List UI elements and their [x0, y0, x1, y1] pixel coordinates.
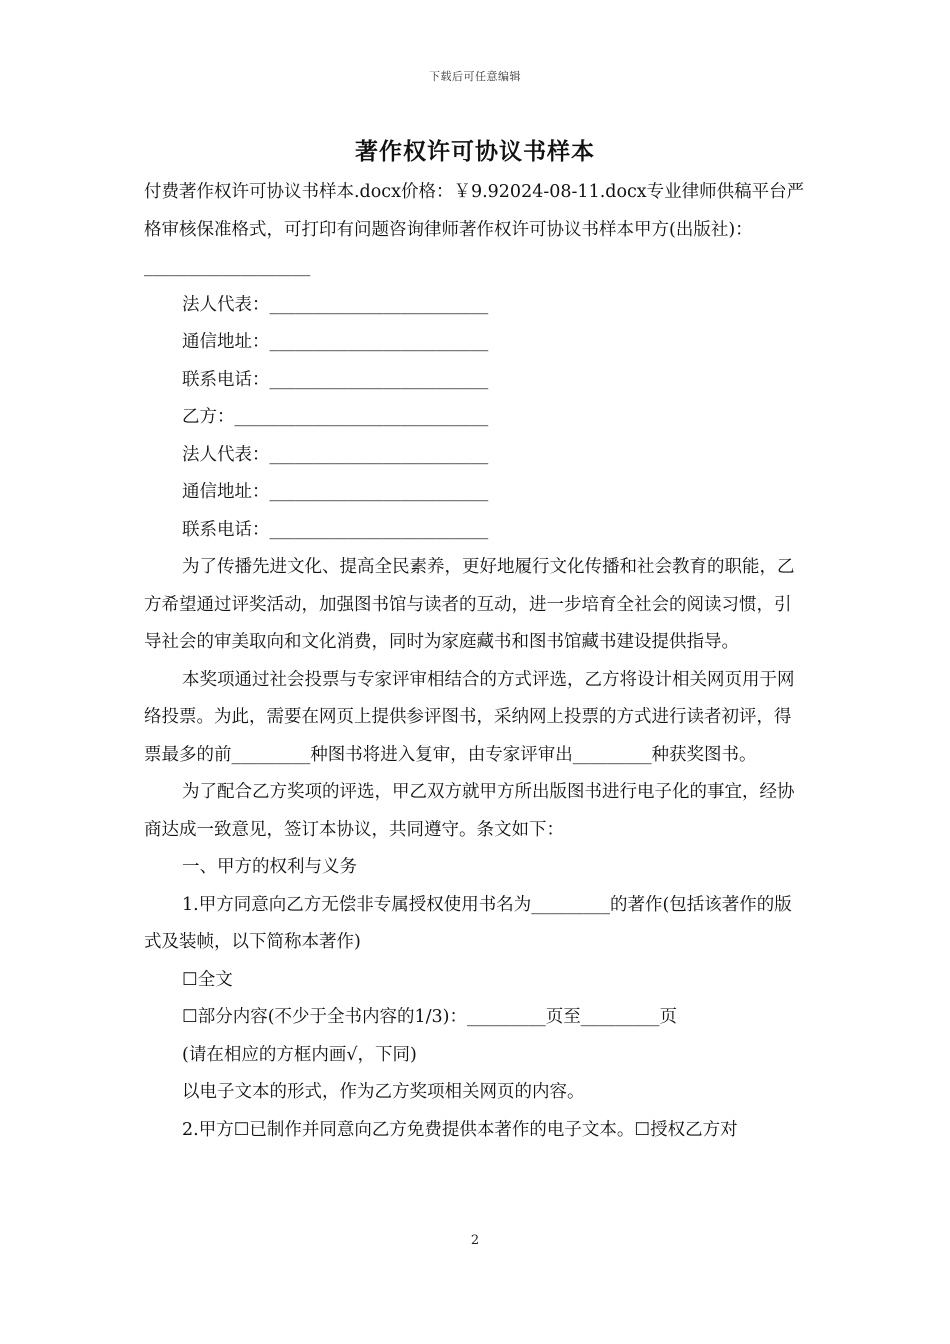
option-full-text: ☐全文: [182, 969, 233, 990]
field-row: [144, 474, 808, 512]
clause-2: 2.甲方☐已制作并同意向乙方免费提供本著作的电子文本。☐授权乙方对: [182, 1119, 738, 1140]
field-row: [144, 399, 808, 437]
field-label: 法人代表：: [182, 294, 270, 315]
document-body: [144, 174, 808, 1149]
field-row: [144, 287, 808, 325]
purpose-paragraph: 为了传播先进文化、提高全民素养，更好地履行文化传播和社会教育的职能，乙方希望通过评奖活动，加强图书馆与读者的互动，进一步培育全社会的阅读习惯，引导社会的审美取向和文化消费，同时为家庭藏书和图书馆藏书建设提供指导。: [144, 557, 795, 652]
field-row: [144, 512, 808, 550]
page-number: 2: [470, 1233, 480, 1248]
field-blank: _________________________: [269, 444, 489, 465]
field-row: [144, 362, 808, 400]
field-blank: _________________________: [269, 369, 489, 390]
field-label: 通信地址：: [182, 332, 270, 352]
field-blank: _________________________: [269, 332, 489, 352]
field-blank: _________________________: [269, 482, 489, 502]
page-header: 下载后可任意编辑: [429, 70, 521, 83]
field-blank: _____________________________: [234, 407, 489, 427]
field-label: 法人代表：: [182, 444, 270, 465]
field-blank: _________________________: [269, 294, 489, 315]
document-title: 著作权许可协议书样本: [355, 138, 595, 165]
checkbox-note: (请在相应的方框内画√，下同): [182, 1044, 417, 1065]
field-blank: _________________________: [269, 519, 489, 540]
clause-1: 1.甲方同意向乙方无偿非专属授权使用书名为_________的著作(包括该著作的版式及装帧，以下简称本著作): [144, 894, 792, 952]
usage-form: 以电子文本的形式，作为乙方奖项相关网页的内容。: [182, 1082, 585, 1102]
award-paragraph: 本奖项通过社会投票与专家评审相结合的方式评选，乙方将设计相关网页用于网络投票。为此，需要在网页上提供参评图书，采纳网上投票的方式进行读者初评，得票最多的前_________种图书将进入复审，由专家评审出_________种获奖图书。: [144, 669, 795, 765]
intro-text: 付费著作权许可协议书样本.docx价格：￥9.92024-08-11.docx专业律师供稿平台严格审核保准格式，可打印有问题咨询律师著作权许可协议书样本甲方(出版社)：: [144, 182, 805, 240]
option-partial-content: ☐部分内容(不少于全书内容的1/3)：_________页至_________页: [182, 1007, 678, 1027]
field-label: 乙方：: [182, 407, 235, 427]
intro-paragraph: [144, 174, 808, 287]
section-heading: 一、甲方的权利与义务: [182, 857, 357, 877]
field-label: 联系电话：: [182, 519, 270, 540]
field-label: 联系电话：: [182, 369, 270, 390]
agreement-paragraph: 为了配合乙方奖项的评选，甲乙双方就甲方所出版图书进行电子化的事宜，经协商达成一致意见，签订本协议，共同遵守。条文如下：: [144, 782, 795, 840]
field-label: 通信地址：: [182, 482, 270, 502]
field-row: [144, 324, 808, 362]
field-row: [144, 437, 808, 475]
publisher-blank: ___________________: [144, 257, 311, 277]
